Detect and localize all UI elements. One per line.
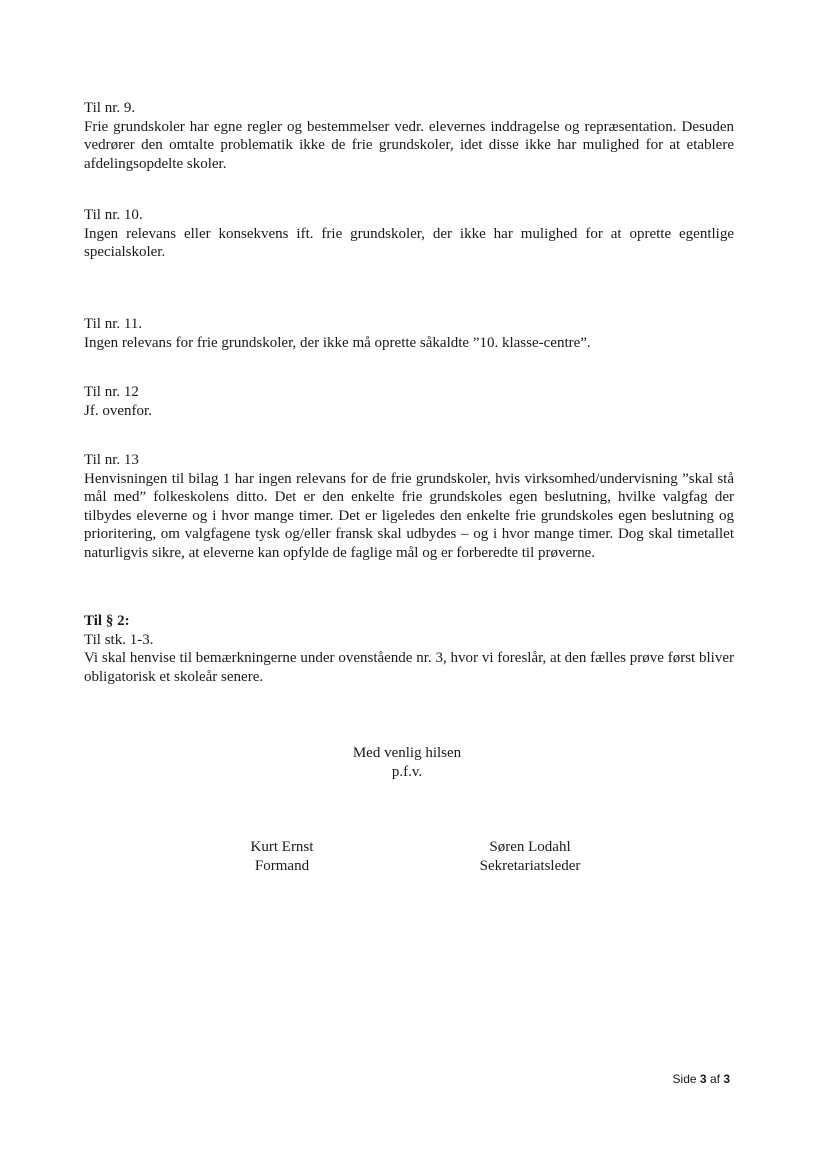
page-number-total: 3 xyxy=(723,1072,730,1086)
section-heading: Til nr. 9. xyxy=(84,100,136,116)
page-number-prefix: Side xyxy=(672,1072,697,1086)
section-heading: Til nr. 10. xyxy=(84,207,143,223)
signature-left xyxy=(197,838,367,875)
closing-greeting: Med venlig hilsen xyxy=(352,745,462,761)
section-heading: Til nr. 11. xyxy=(84,316,143,332)
section-nr-12 xyxy=(84,383,734,420)
signature-name: Søren Lodahl xyxy=(489,839,571,855)
section-subheading: Til stk. 1-3. xyxy=(84,631,154,648)
signature-title: Formand xyxy=(254,857,310,874)
closing-pfv: p.f.v. xyxy=(391,763,423,780)
section-heading: Til nr. 13 xyxy=(84,452,139,468)
section-text: Jf. ovenfor. xyxy=(84,402,152,419)
section-text: Henvisningen til bilag 1 har ingen relevans for de frie grundskoler, hvis virksomhed/undervisning ”skal stå mål med” folkeskolens ditto. Det er den enkelte frie grundskoles egen beslutning, hvilke valgfag der tilbydes eleverne og i hvor mange timer. Det er ligeledes den enkelte frie grundskoles egen beslutning og prioritering, om valgfagene tysk og/eller fransk skal udbydes – og i hvor mange timer. Dog skal timetallet naturligvis sikre, at eleverne kan opfylde de faglige mål og er forberedte til prøverne. xyxy=(84,470,734,561)
section-text: Ingen relevans eller konsekvens ift. frie grundskoler, der ikke har mulighed for at oprette egentlige specialskoler. xyxy=(84,225,734,260)
page-number xyxy=(640,1070,730,1089)
section-text: Frie grundskoler har egne regler og bestemmelser vedr. elevernes inddragelse og repræsentation. Desuden vedrører den omtalte problematik ikke de frie grundskoler, idet disse ikke har mulighed for at etablere afdelingsopdelte skoler. xyxy=(84,118,734,172)
page-number-current: 3 xyxy=(699,1072,707,1086)
section-text: Vi skal henvise til bemærkningerne under ovenstående nr. 3, hvor vi foreslår, at den fælles prøve først bliver obligatorisk et skoleår senere. xyxy=(84,650,734,685)
section-nr-9 xyxy=(84,99,734,173)
page-number-of: af xyxy=(709,1072,720,1086)
section-heading: Til nr. 12 xyxy=(84,384,139,400)
signature-name: Kurt Ernst xyxy=(250,839,314,855)
section-heading: Til § 2: xyxy=(84,613,130,629)
section-nr-10 xyxy=(84,206,734,262)
signature-right xyxy=(430,838,630,875)
signature-title: Sekretariatsleder xyxy=(479,857,581,874)
closing xyxy=(307,744,507,781)
section-nr-11 xyxy=(84,315,734,352)
section-text: Ingen relevans for frie grundskoler, der ikke må oprette såkaldte ”10. klasse-centre”. xyxy=(84,334,591,351)
section-nr-13 xyxy=(84,451,734,562)
section-paragraph-2 xyxy=(84,612,734,686)
